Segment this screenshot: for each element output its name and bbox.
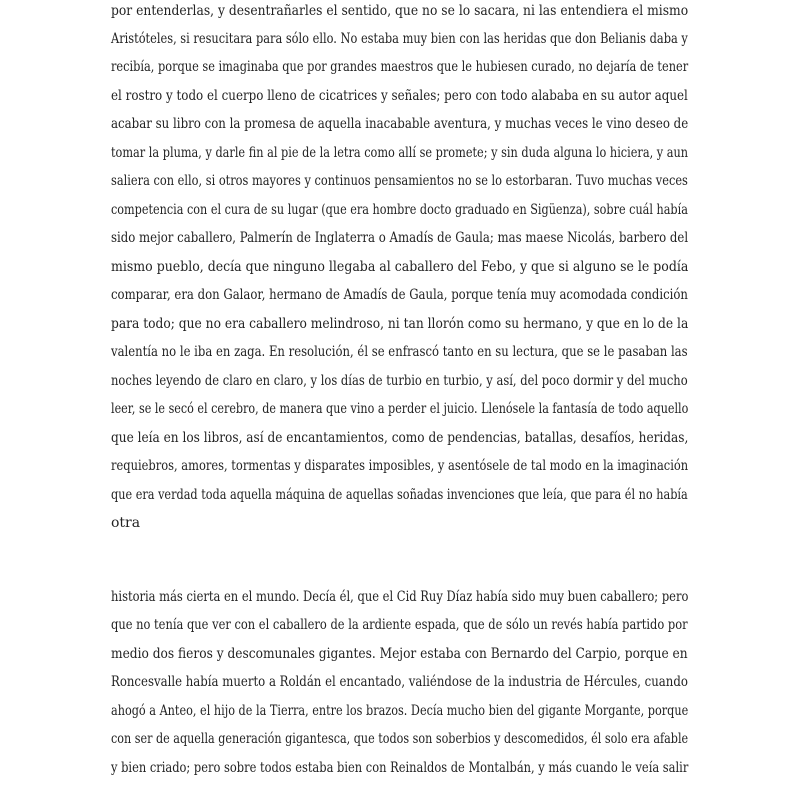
text-line: el rostro y todo el cuerpo lleno de cicatrices y señales; pero con todo alababa en su autor aquel: [111, 88, 688, 104]
text-line: mismo pueblo, decía que ninguno llegaba al caballero del Febo, y que si alguno se le podía: [111, 259, 689, 275]
text-line: leer, se le secó el cerebro, de manera que vino a perder el juicio. Llenósele la fantasía de todo aquello: [111, 401, 689, 417]
text-line: otra: [111, 515, 141, 531]
text-line: comparar, era don Galaor, hermano de Amadís de Gaula, porque tenía muy acomodada condición: [111, 287, 688, 303]
text-line: que era verdad toda aquella máquina de aquellas soñadas invenciones que leía, que para él no había: [111, 487, 688, 503]
text-line: con ser de aquella generación gigantesca, que todos son soberbios y descomedidos, él solo era afable: [111, 731, 689, 747]
text-line: ahogó a Anteo, el hijo de la Tierra, entre los brazos. Decía mucho bien del gigante Morgante, porque: [111, 703, 689, 719]
text-line: tomar la pluma, y darle fin al pie de la letra como allí se promete; y sin duda alguna lo hiciera, y aun: [111, 145, 689, 161]
text-line: por entenderlas, y desentrañarles el sentido, que no se lo sacara, ni las entendiera el mismo: [111, 3, 689, 19]
text-line: para todo; que no era caballero melindroso, ni tan llorón como su hermano, y que en lo de la: [111, 316, 689, 332]
text-line: Roncesvalle había muerto a Roldán el encantado, valiéndose de la industria de Hércules, cuando: [111, 674, 688, 690]
text-line: sido mejor caballero, Palmerín de Inglaterra o Amadís de Gaula; mas maese Nicolás, barbero del: [111, 230, 689, 246]
text-line: valentía no le iba en zaga. En resolución, él se enfrascó tanto en su lectura, que se le pasaban las: [111, 344, 688, 360]
text-line: competencia con el cura de su lugar (que era hombre docto graduado en Sigüenza), sobre cuál había: [111, 202, 688, 218]
text-line: requiebros, amores, tormentas y disparates imposibles, y asentósele de tal modo en la imaginación: [111, 458, 689, 474]
text-line: historia más cierta en el mundo. Decía él, que el Cid Ruy Díaz había sido muy buen caballero; pero: [111, 589, 689, 605]
text-line: noches leyendo de claro en claro, y los días de turbio en turbio, y así, del poco dormir y del mucho: [111, 373, 688, 389]
text-line: y bien criado; pero sobre todos estaba bien con Reinaldos de Montalbán, y más cuando le veía salir: [111, 760, 689, 776]
text-line: que leía en los libros, así de encantamientos, como de pendencias, batallas, desafíos, heridas,: [111, 430, 689, 446]
text-line: acabar su libro con la promesa de aquella inacabable aventura, y muchas veces le vino deseo de: [111, 116, 689, 132]
text-line: saliera con ello, si otros mayores y continuos pensamientos no se lo estorbaran. Tuvo muchas veces: [111, 173, 688, 189]
text-line: medio dos fieros y descomunales gigantes. Mejor estaba con Bernardo del Carpio, porque en: [111, 646, 688, 662]
text-line: Aristóteles, si resucitara para sólo ello. No estaba muy bien con las heridas que don Belianis daba y: [111, 31, 688, 47]
text-line: recibía, porque se imaginaba que por grandes maestros que le hubiesen curado, no dejaría de tener: [111, 59, 689, 75]
text-line: que no tenía que ver con el caballero de la ardiente espada, que de sólo un revés había partido por: [111, 617, 688, 633]
